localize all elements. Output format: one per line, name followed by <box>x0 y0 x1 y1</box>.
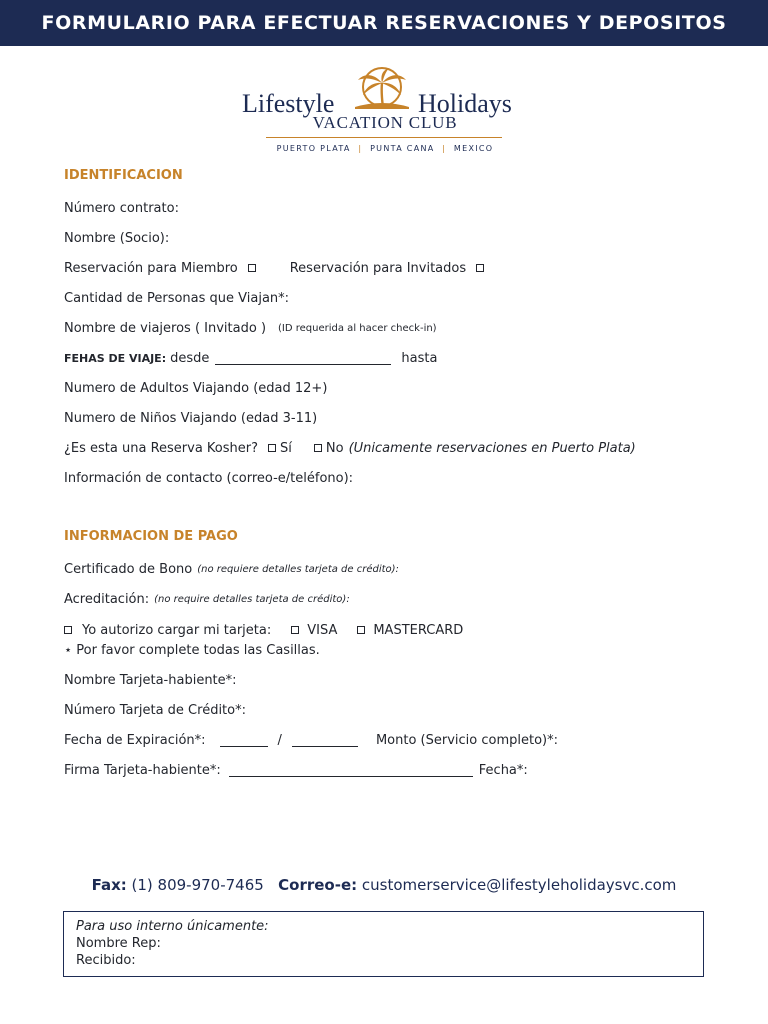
uso-interno-box <box>63 911 704 977</box>
mastercard-checkbox[interactable] <box>357 626 365 634</box>
certificado-row <box>64 558 698 580</box>
nombre-rep-row <box>76 935 686 951</box>
exp-ano-field[interactable] <box>292 733 358 747</box>
email-address[interactable]: customerservice@lifestyleholidaysvc.com <box>361 876 677 894</box>
location-puerto-plata: PUERTO PLATA <box>276 144 351 153</box>
adultos-label: Numero de Adultos Viajando (edad 12+) <box>64 380 328 396</box>
firma-label: Firma Tarjeta-habiente*: <box>64 762 221 778</box>
numero-tarjeta-label: Número Tarjeta de Crédito*: <box>64 702 246 718</box>
logo-name-left: Lifestyle <box>242 89 335 118</box>
certificado-label: Certificado de Bono <box>64 561 193 577</box>
contacto-row <box>64 467 698 489</box>
desde-label: desde <box>170 350 210 366</box>
autorizo-row <box>64 619 704 641</box>
fax-number: (1) 809-970-7465 <box>131 876 264 894</box>
numero-contrato-label: Número contrato: <box>64 200 179 216</box>
nombre-tarjeta-row <box>64 669 698 691</box>
adultos-row <box>64 377 698 399</box>
numero-contrato-row <box>64 197 698 219</box>
visa-label: VISA <box>307 622 338 638</box>
section-informacion-pago: INFORMACION DE PAGO <box>64 529 238 544</box>
fecha-label: Fecha*: <box>478 762 528 778</box>
tipo-reservacion-row <box>64 257 704 279</box>
exp-slash: / <box>277 732 282 748</box>
favor-row <box>64 639 704 661</box>
ninos-label: Numero de Niños Viajando (edad 3-11) <box>64 410 318 426</box>
nombre-viajeros-row <box>64 317 698 339</box>
email-label: Correo-e: <box>278 876 358 894</box>
nombre-socio-row <box>64 227 689 249</box>
kosher-row <box>64 437 704 459</box>
kosher-no-checkbox[interactable] <box>314 444 322 452</box>
logo-locations: PUERTO PLATA | PUNTA CANA | MEXICO <box>276 144 494 153</box>
fecha-exp-label: Fecha de Expiración*: <box>64 732 206 748</box>
autorizo-checkbox[interactable] <box>64 626 72 634</box>
firma-row <box>64 759 698 781</box>
hasta-label: hasta <box>401 350 438 366</box>
certificado-note: (no requiere detalles tarjeta de crédito): <box>197 563 399 575</box>
kosher-note: (Unicamente reservaciones en Puerto Plata) <box>348 440 636 456</box>
palm-tree-icon <box>347 65 417 113</box>
cantidad-personas-label: Cantidad de Personas que Viajan*: <box>64 290 290 306</box>
nombre-rep-label: Nombre Rep: <box>76 935 161 951</box>
exp-mes-field[interactable] <box>220 733 268 747</box>
expiracion-row <box>64 729 698 751</box>
nombre-viajeros-label: Nombre de viajeros ( Invitado ) <box>64 320 267 336</box>
acreditacion-label: Acreditación: <box>64 591 150 607</box>
kosher-question: ¿Es esta una Reserva Kosher? <box>64 440 259 456</box>
nombre-socio-label: Nombre (Socio): <box>64 230 170 246</box>
reserva-invitados-label: Reservación para Invitados <box>289 260 467 276</box>
lifestyle-holidays-logo <box>230 62 540 162</box>
kosher-si-checkbox[interactable] <box>268 444 276 452</box>
acreditacion-note: (no require detalles tarjeta de crédito): <box>154 593 350 605</box>
uso-interno-title: Para uso interno únicamente: <box>76 918 269 934</box>
id-requerida-note: (ID requerida al hacer check-in) <box>278 322 437 334</box>
page-title: FORMULARIO PARA EFECTUAR RESERVACIONES Y DEPOSITOS <box>0 0 768 46</box>
ninos-row <box>64 407 698 429</box>
numero-tarjeta-row <box>64 699 698 721</box>
cantidad-personas-row <box>64 287 698 309</box>
logo-divider <box>266 137 502 138</box>
recibido-row <box>76 952 686 968</box>
location-mexico: MEXICO <box>453 144 494 153</box>
visa-checkbox[interactable] <box>291 626 299 634</box>
contacto-label: Información de contacto (correo-e/teléfono): <box>64 470 354 486</box>
favor-note: ⋆ Por favor complete todas las Casillas. <box>64 642 320 658</box>
reserva-invitados-checkbox[interactable] <box>476 264 484 272</box>
uso-interno-title-row <box>76 918 686 934</box>
contact-footer <box>0 876 768 894</box>
nombre-tarjeta-label: Nombre Tarjeta-habiente*: <box>64 672 237 688</box>
fecha-desde-field[interactable] <box>215 351 391 365</box>
location-punta-cana: PUNTA CANA <box>370 144 435 153</box>
logo-name-right: Holidays <box>418 89 512 118</box>
fax-label: Fax: <box>91 876 127 894</box>
fechas-viaje-label: FEHAS DE VIAJE: <box>64 351 167 365</box>
fechas-viaje-row <box>64 347 698 369</box>
reserva-miembro-checkbox[interactable] <box>248 264 256 272</box>
kosher-si-label: Sí <box>280 440 292 456</box>
firma-field[interactable] <box>229 763 473 777</box>
logo-subtitle: VACATION CLUB <box>312 113 458 132</box>
reserva-miembro-label: Reservación para Miembro <box>64 260 238 276</box>
monto-label: Monto (Servicio completo)*: <box>375 732 558 748</box>
autorizo-label: Yo autorizo cargar mi tarjeta: <box>82 622 272 638</box>
recibido-label: Recibido: <box>76 952 136 968</box>
mastercard-label: MASTERCARD <box>373 622 464 638</box>
kosher-no-label: No <box>325 440 344 456</box>
section-identificacion: IDENTIFICACION <box>64 168 183 183</box>
acreditacion-row <box>64 588 698 610</box>
